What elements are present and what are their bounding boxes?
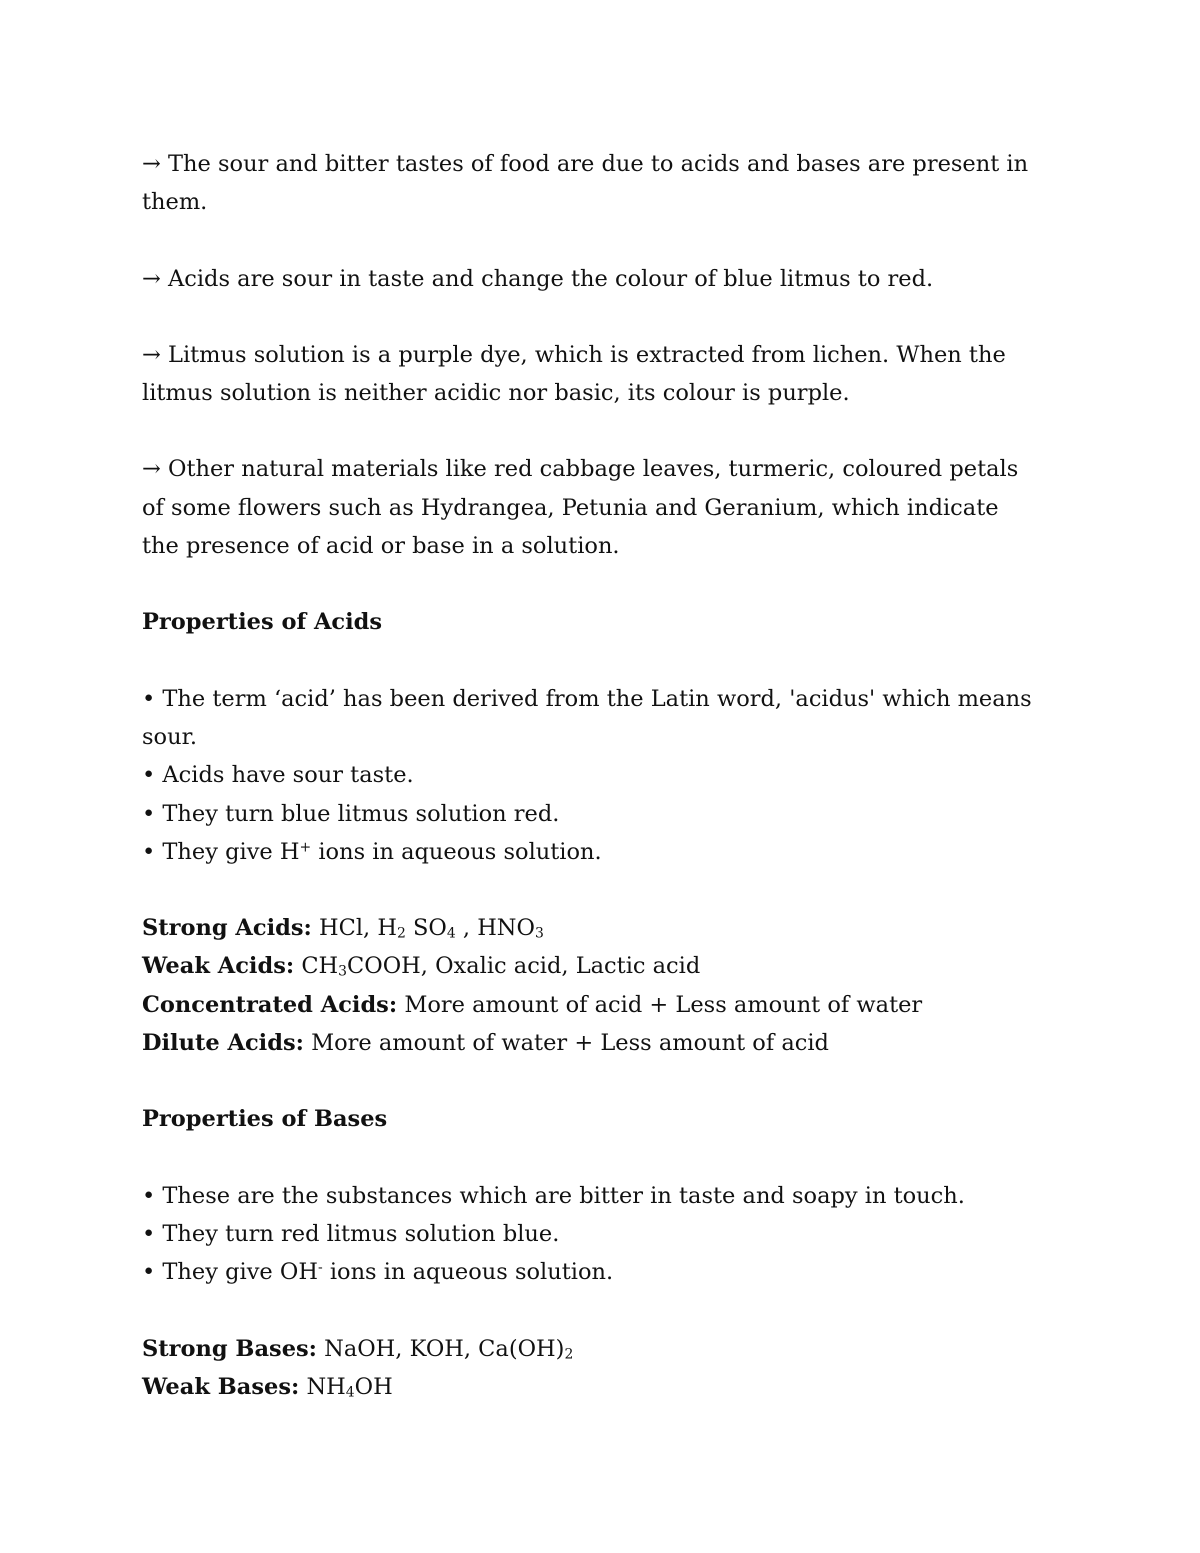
weak-bases-text: OH: [354, 1373, 393, 1400]
weak-acids-text: CH: [294, 953, 339, 980]
bases-heading: Properties of Bases: [142, 1106, 388, 1133]
weak-bases-line: [142, 1368, 1042, 1406]
strong-acids-text: , HNO: [455, 915, 535, 942]
bases-bullet-3: [142, 1253, 1042, 1291]
bases-bullet-3-tail: ions in aqueous solution.: [322, 1259, 614, 1286]
strong-acids-line: [142, 909, 1042, 947]
document-page: [142, 145, 1042, 1406]
strong-acids-label: Strong Acids:: [142, 915, 312, 942]
subscript: 2: [564, 1346, 574, 1363]
strong-acids-text: HCl, H: [311, 915, 397, 942]
intro-paragraph-1: → The sour and bitter tastes of food are due to acids and bases are present in them.: [142, 151, 1029, 216]
intro-paragraph-2: → Acids are sour in taste and change the colour of blue litmus to red.: [142, 265, 934, 292]
bases-bullet-1: • These are the substances which are bitter in taste and soapy in touch.: [142, 1182, 965, 1209]
concentrated-acids-text: More amount of acid + Less amount of water: [397, 991, 923, 1018]
hydrogen-ion-charge: +: [299, 839, 312, 856]
subscript: 3: [338, 963, 348, 980]
weak-bases-label: Weak Bases:: [142, 1373, 300, 1400]
subscript: 3: [534, 925, 544, 942]
weak-acids-label: Weak Acids:: [142, 953, 295, 980]
bases-bullet-2: • They turn red litmus solution blue.: [142, 1220, 560, 1247]
hydroxide-ion-charge: -: [317, 1259, 323, 1276]
intro-paragraph-4: → Other natural materials like red cabbage leaves, turmeric, coloured petals of some flowers such as Hydrangea, Petunia and Geranium, which indicate the presence of acid or base in a solution.: [142, 456, 1019, 560]
acids-bullet-4-text: • They give H: [142, 838, 300, 865]
acids-heading: Properties of Acids: [142, 609, 383, 636]
dilute-acids-label: Dilute Acids:: [142, 1030, 304, 1057]
concentrated-acids-label: Concentrated Acids:: [142, 991, 398, 1018]
acids-properties-list: [142, 680, 1042, 871]
subscript: 2: [396, 925, 406, 942]
acids-bullet-4: [142, 833, 1042, 871]
weak-bases-text: NH: [299, 1373, 346, 1400]
strong-bases-label: Strong Bases:: [142, 1335, 317, 1362]
strong-acids-text: SO: [405, 915, 447, 942]
acids-definitions: [142, 909, 1042, 1062]
strong-bases-text: NaOH, KOH, Ca(OH): [316, 1335, 565, 1362]
dilute-acids-line: [142, 1024, 1042, 1062]
strong-bases-line: [142, 1330, 1042, 1368]
acids-bullet-1: • The term ‘acid’ has been derived from the Latin word, 'acidus' which means sour.: [142, 685, 1032, 750]
acids-bullet-4-tail: ions in aqueous solution.: [311, 838, 602, 865]
concentrated-acids-line: [142, 986, 1042, 1024]
bases-bullet-3-text: • They give OH: [142, 1259, 318, 1286]
bases-properties-list: [142, 1177, 1042, 1292]
acids-bullet-2: • Acids have sour taste.: [142, 762, 414, 789]
subscript: 4: [345, 1384, 355, 1401]
intro-paragraph-3: → Litmus solution is a purple dye, which is extracted from lichen. When the litmus solution is neither acidic nor basic, its colour is purple.: [142, 341, 1006, 407]
acids-bullet-3: • They turn blue litmus solution red.: [142, 800, 560, 827]
bases-definitions: [142, 1330, 1042, 1407]
weak-acids-line: [142, 947, 1042, 985]
subscript: 4: [446, 925, 456, 942]
dilute-acids-text: More amount of water + Less amount of acid: [303, 1030, 829, 1057]
weak-acids-text: COOH, Oxalic acid, Lactic acid: [347, 953, 701, 980]
